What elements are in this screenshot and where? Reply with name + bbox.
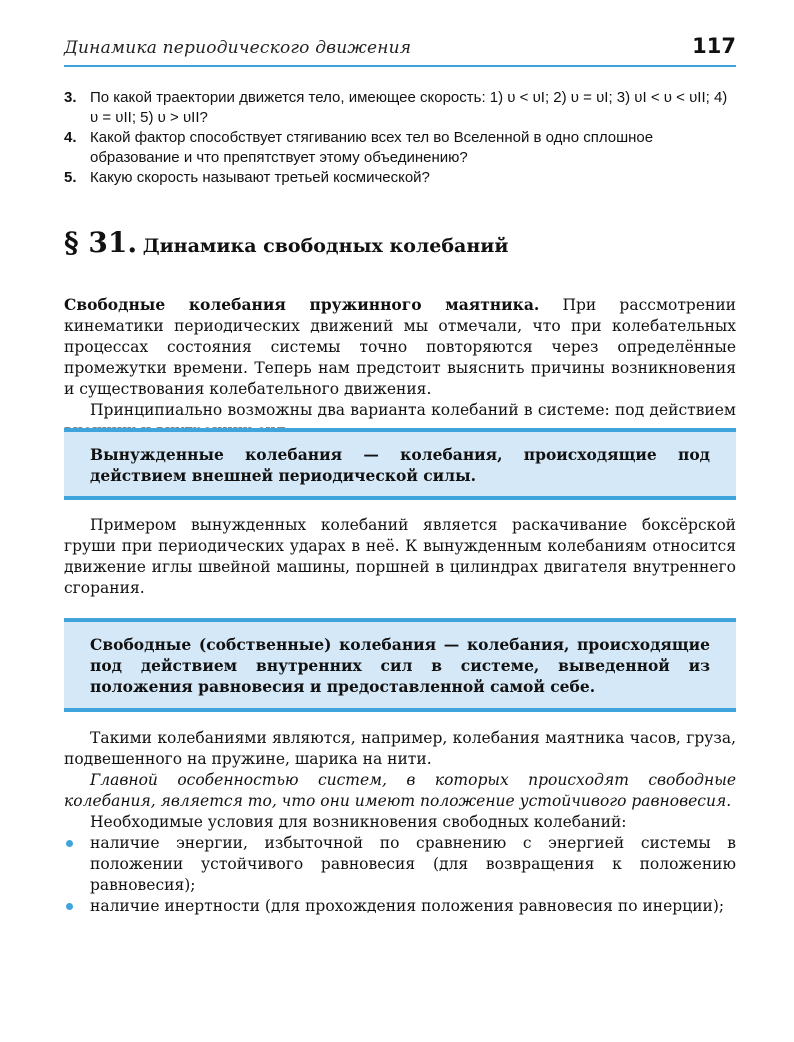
question-text: Какой фактор способствует стягиванию всех тел во Вселенной в одно сплошное образование и что препятствует этому объединению? [90, 129, 654, 166]
question-text: Какую скорость называют третьей космической? [90, 169, 430, 186]
bullet-icon [66, 903, 73, 910]
definition-box-free [64, 618, 736, 712]
review-questions [64, 88, 736, 188]
free-oscillations-text [64, 728, 736, 917]
free-examples-paragraph: Такими колебаниями являются, например, колебания маятника часов, груза, подвешенного на пружине, шарика на нити. [64, 729, 736, 768]
conditions-list [64, 833, 736, 917]
condition-text: наличие энергии, избыточной по сравнению с энергией системы в положении устойчивого равновесия (для возвращения к положению равновесия); [90, 834, 736, 894]
forced-example-paragraph: Примером вынужденных колебаний является раскачивание боксёрской груши при периодических ударах в неё. К вынужденным колебаниям относится движение иглы швейной машины, поршней в цилиндрах двигателя внутреннего сгорания. [64, 516, 736, 597]
condition-text: наличие инертности (для прохождения положения равновесия по инерции); [90, 897, 725, 915]
intro-lead: Свободные колебания пружинного маятника. [64, 295, 540, 314]
header-title: Динамика периодического движения [64, 38, 412, 58]
question-number: 5. [64, 169, 77, 186]
section-heading [64, 226, 508, 259]
section-number: § 31. [64, 226, 138, 259]
bullet-icon [66, 840, 73, 847]
intro-paragraph [64, 294, 736, 400]
page-number: 117 [692, 34, 736, 58]
main-feature-paragraph: Главной особенностью систем, в которых происходят свободные колебания, является то, что они имеют положение устойчивого равновесия. [64, 771, 736, 810]
intro-paragraph-2: Принципиально возможны два варианта колебаний в системе: под действием [90, 401, 736, 419]
list-item [64, 896, 736, 917]
definition-box-forced [64, 428, 736, 500]
question-text: По какой траектории движется тело, имеющее скорость: 1) υ < υI; 2) υ = υI; 3) υI < υ < υII; 4) υ = υII; 5) υ > υII? [90, 89, 728, 126]
question-item [64, 88, 736, 128]
question-item [64, 168, 736, 188]
definition-free-text: Свободные (собственные) колебания — колебания, происходящие под действием внутренних сил в системе, выведенной из положения равновесия и предоставленной самой себе. [90, 635, 710, 696]
intro-text [64, 294, 736, 442]
section-title: Динамика свободных колебаний [142, 235, 509, 257]
question-item [64, 128, 736, 168]
conditions-intro: Необходимые условия для возникновения свободных колебаний: [90, 813, 627, 831]
forced-example-text [64, 515, 736, 599]
list-item [64, 833, 736, 896]
running-header [64, 30, 736, 64]
question-number: 4. [64, 129, 77, 146]
intro-body: При рассмотрении кинематики периодических движений мы отмечали, что при колебательных процессах состояния системы точно повторяются через определённые промежутки времени. Теперь нам предстоит выяснить причины возникновения и существования колебательного движения. [64, 296, 736, 398]
question-number: 3. [64, 89, 77, 106]
definition-forced-text: Вынужденные колебания — колебания, происходящие под действием внешней периодической силы. [90, 445, 710, 485]
textbook-page [64, 30, 736, 915]
header-rule [64, 65, 736, 67]
